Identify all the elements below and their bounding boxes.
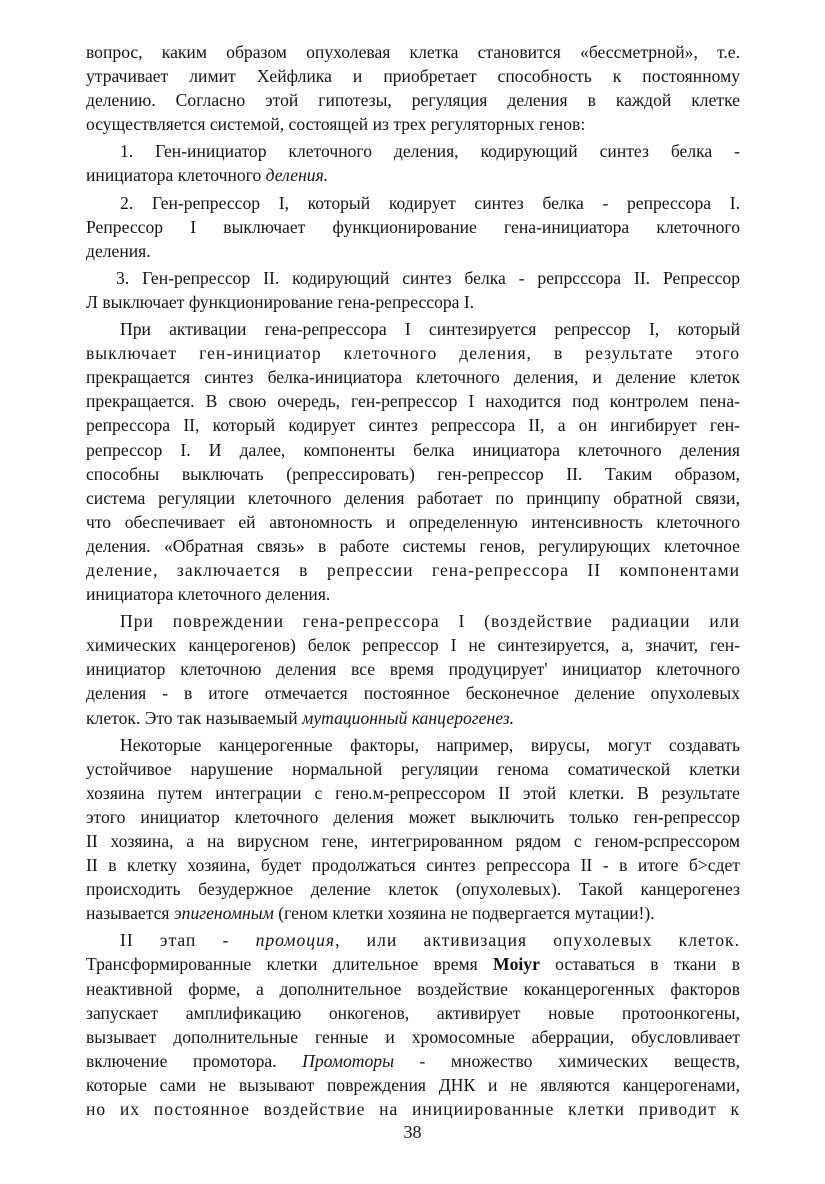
- text-line: При повреждении гена-репрессора I (воздействие радиации или: [120, 611, 740, 632]
- paragraph-promotion: [86, 928, 740, 1121]
- text-line: II хозяина, а на вирусном гене, интегрированном рядом с геном-рспрессором: [86, 831, 740, 851]
- text-line: репрессор I. И далее, компоненты белка инициатора клеточного деления: [86, 439, 740, 460]
- text-line: неактивной форме, а дополнительное воздействие коканцерогенных факторов: [86, 978, 740, 999]
- text-line: хозяина путем интеграции с гено.м-репрессором II этой клетки. В результате: [86, 782, 740, 803]
- text-run: , или активизация опухолевых клеток.: [335, 930, 740, 951]
- text-line: выключает ген-инициатор клеточного деления, в результате этого: [86, 343, 740, 364]
- text-line: делению. Согласно этой гипотезы, регуляция деления в каждой клетке: [86, 90, 740, 111]
- text-line: Некоторые канцерогенные факторы, например, вирусы, могут создавать: [120, 734, 740, 755]
- text-line: способны выключать (репрессировать) ген-репрессор II. Таким образом,: [86, 463, 740, 484]
- text-line: что обеспечивает ей автономность и определенную интенсивность клеточного: [86, 511, 740, 532]
- list-item-1: [86, 139, 740, 187]
- text-run: называется: [86, 903, 174, 924]
- emphasis-term: деления.: [265, 165, 329, 186]
- text-line: деления. «Обратная связь» в работе системы генов, регулирующих клеточное: [86, 535, 740, 556]
- text-line: устойчивое нарушение нормальной регуляции генома соматической клетки: [86, 758, 740, 779]
- paragraph-intro: [86, 40, 740, 136]
- text-line: 2. Ген-репрессор I, который кодирует синтез белка - репрессора I.: [120, 192, 740, 213]
- text-line: запускает амплификацию онкогенов, активирует новые протоонкогены,: [86, 1002, 740, 1023]
- list-item-3: [86, 266, 740, 314]
- text-line: [86, 706, 740, 730]
- text-line: система регуляции клеточного деления работает по принципу обратной связи,: [86, 487, 740, 508]
- text-line: вопрос, каким образом опухолевая клетка становится «бессметрной», т.е.: [86, 42, 740, 62]
- text-line: но их постоянное воздействие на инициированные клетки приводит к: [86, 1099, 740, 1120]
- text-run: II этап -: [120, 930, 256, 951]
- text-line: инициатор клеточною деления все время продуцирует' инициатор клеточного: [86, 659, 740, 680]
- text-run: клеток. Это так называемый: [86, 707, 303, 728]
- emphasis-term: мутационный канцерогенез.: [302, 707, 515, 728]
- emphasis-term: промоция: [255, 930, 336, 951]
- text-line: прекращается синтез белка-инициатора клеточного деления, и деление клеток: [86, 367, 740, 388]
- text-line: [86, 1049, 740, 1073]
- text-run: (геном клетки хозяина не подвергается мутации!).: [273, 903, 655, 924]
- text-line: вызывает дополнительные генные и хромосомные аберрации, обусловливает: [86, 1026, 740, 1047]
- list-item-2: [86, 191, 740, 263]
- text-run: оставаться в ткани в: [539, 954, 740, 975]
- text-line: [86, 928, 740, 952]
- text-run: включение промотора.: [86, 1050, 303, 1071]
- paragraph-viral: [86, 733, 740, 926]
- text-line: этого инициатор клеточного деления может выключить только ген-репрессор: [86, 806, 740, 827]
- page-body: [86, 40, 740, 1121]
- text-line: происходить безудержное деление клеток (опухолевых). Такой канцерогенез: [86, 879, 740, 900]
- text-line: [86, 952, 740, 976]
- emphasis-term: эпигеномным: [173, 903, 274, 924]
- text-run: Трансформированные клетки длительное время: [86, 954, 494, 975]
- text-run: Moiyr: [493, 954, 540, 975]
- text-line: 1. Ген-инициатор клеточного деления, кодирующий синтез белка -: [120, 141, 740, 162]
- text-line: которые сами не вызывают повреждения ДНК и не являются канцерогенами,: [86, 1074, 740, 1095]
- text-line: деление, заключается в репрессии гена-репрессора II компонентами: [86, 559, 740, 580]
- text-line: II в клетку хозяина, будет продолжаться синтез репрессора II - в итоге б>сдет: [86, 855, 740, 876]
- text-line: осуществляется системой, состоящей из трех регуляторных генов:: [86, 114, 586, 135]
- text-line: [86, 901, 740, 925]
- text-line: Л выключает функционирование гена-репрессора I.: [86, 291, 475, 312]
- text-line: инициатора клеточного деления.: [86, 584, 331, 605]
- text-line: 3. Ген-репрессор II. кодирующий синтез белка - репрсссора II. Репрессор: [116, 267, 740, 288]
- paragraph-damage: [86, 609, 740, 729]
- text-run: - множество химических веществ,: [393, 1050, 740, 1071]
- text-run: инициатора клеточного: [86, 165, 266, 186]
- text-line: деления.: [86, 240, 151, 261]
- page-number: 38: [403, 1122, 422, 1142]
- text-line: репрессора II, который кодирует синтез репрессора II, а он ингибирует ген-: [86, 415, 740, 436]
- text-line: Репрессор I выключает функционирование гена-инициатора клеточного: [86, 216, 740, 237]
- text-line: утрачивает лимит Хейфлика и приобретает способность к постоянному: [86, 66, 740, 87]
- paragraph-activation: [86, 317, 740, 606]
- text-line: прекращается. В свою очередь, ген-репрессор I находится под контролем пена-: [86, 391, 740, 412]
- text-line: химических канцерогенов) белок репрессор I не синтезируется, а, значит, ген-: [86, 635, 740, 656]
- text-line: [86, 163, 740, 187]
- text-line: деления - в итоге отмечается постоянное бесконечное деление опухолевых: [86, 683, 740, 704]
- emphasis-term: Промоторы: [302, 1050, 394, 1071]
- text-line: При активации гена-репрессора I синтезируется репрессор I, который: [120, 319, 740, 340]
